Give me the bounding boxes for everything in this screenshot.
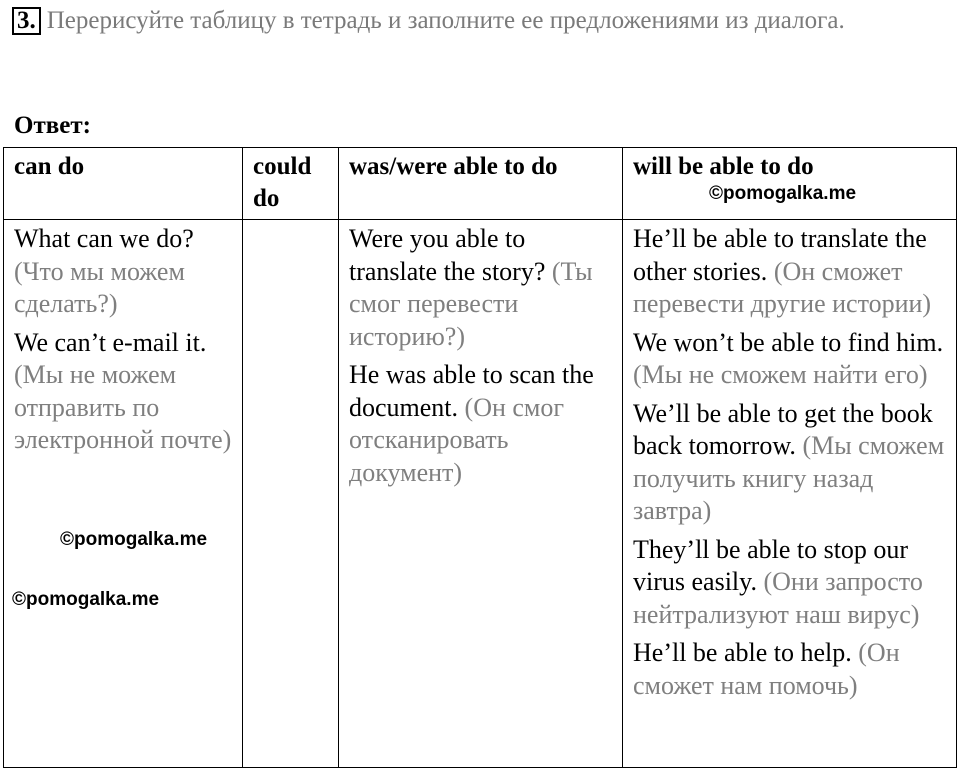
watermark-header: ©pomogalka.me	[709, 183, 857, 204]
cell-can-do	[4, 220, 243, 768]
sentence-en: We can’t e-mail it.	[14, 327, 207, 357]
cell-was-able-to-do	[339, 220, 623, 768]
sentence	[633, 327, 946, 392]
watermark-cell: ©pomogalka.me	[12, 589, 160, 610]
header-will-be-able-to-do	[623, 148, 957, 220]
sentence-ru: (Он сможет нам помочь)	[633, 638, 900, 700]
header-will-be-able-to-do-label: will be able to do	[633, 153, 814, 180]
sentence-ru: (Ты смог перевести историю?)	[349, 256, 593, 351]
sentence	[349, 359, 612, 489]
sentence-ru: (Он смог отсканировать документ)	[349, 392, 565, 487]
sentence-ru: (Что мы можем сделать?)	[14, 256, 185, 318]
sentence-en: What can we do?	[14, 224, 194, 253]
header-could-do: could do	[243, 148, 339, 220]
sentence-en: We won’t be able to find him.	[633, 327, 944, 357]
header-can-do: can do	[4, 148, 243, 220]
sentence	[633, 637, 946, 702]
sentence	[633, 534, 946, 632]
task-number: 3.	[12, 7, 41, 35]
body-row	[4, 220, 957, 768]
answer-table	[3, 147, 957, 768]
sentence	[633, 398, 946, 528]
watermark-cell: ©pomogalka.me	[60, 529, 208, 550]
sentence-en: We’ll be able to get the book back tomorrow.	[633, 398, 933, 460]
sentence	[14, 223, 232, 321]
sentence-ru: (Мы не сможем найти его)	[633, 360, 928, 389]
sentence-ru: (Мы сможем получить книгу назад завтра)	[633, 431, 945, 525]
cell-could-do	[243, 220, 339, 768]
sentence-ru: (Он сможет перевести другие истории)	[633, 256, 932, 318]
sentence-en: Were you able to translate the story?	[349, 224, 546, 286]
sentence	[633, 223, 946, 321]
sentence-en: They’ll be able to stop our virus easily.	[633, 534, 909, 596]
header-row	[4, 148, 957, 220]
sentence-en: He’ll be able to help.	[633, 638, 852, 667]
cell-will-be-able-to-do	[623, 220, 957, 768]
task-text: Перерисуйте таблицу в тетрадь и заполните ее предложениями из диалога.	[46, 7, 845, 34]
sentence	[14, 327, 232, 457]
sentence-en: He’ll be able to translate the other stories.	[633, 224, 927, 286]
sentence	[349, 223, 612, 353]
sentence-en: He was able to scan the document.	[349, 360, 594, 422]
sentence-ru: (Мы не можем отправить по электронной почте)	[14, 360, 232, 454]
task-statement	[12, 4, 942, 37]
sentence-ru: (Они запросто нейтрализуют наш вирус)	[633, 567, 923, 629]
answer-label: Ответ:	[14, 112, 91, 139]
header-was-able-to-do: was/were able to do	[339, 148, 623, 220]
